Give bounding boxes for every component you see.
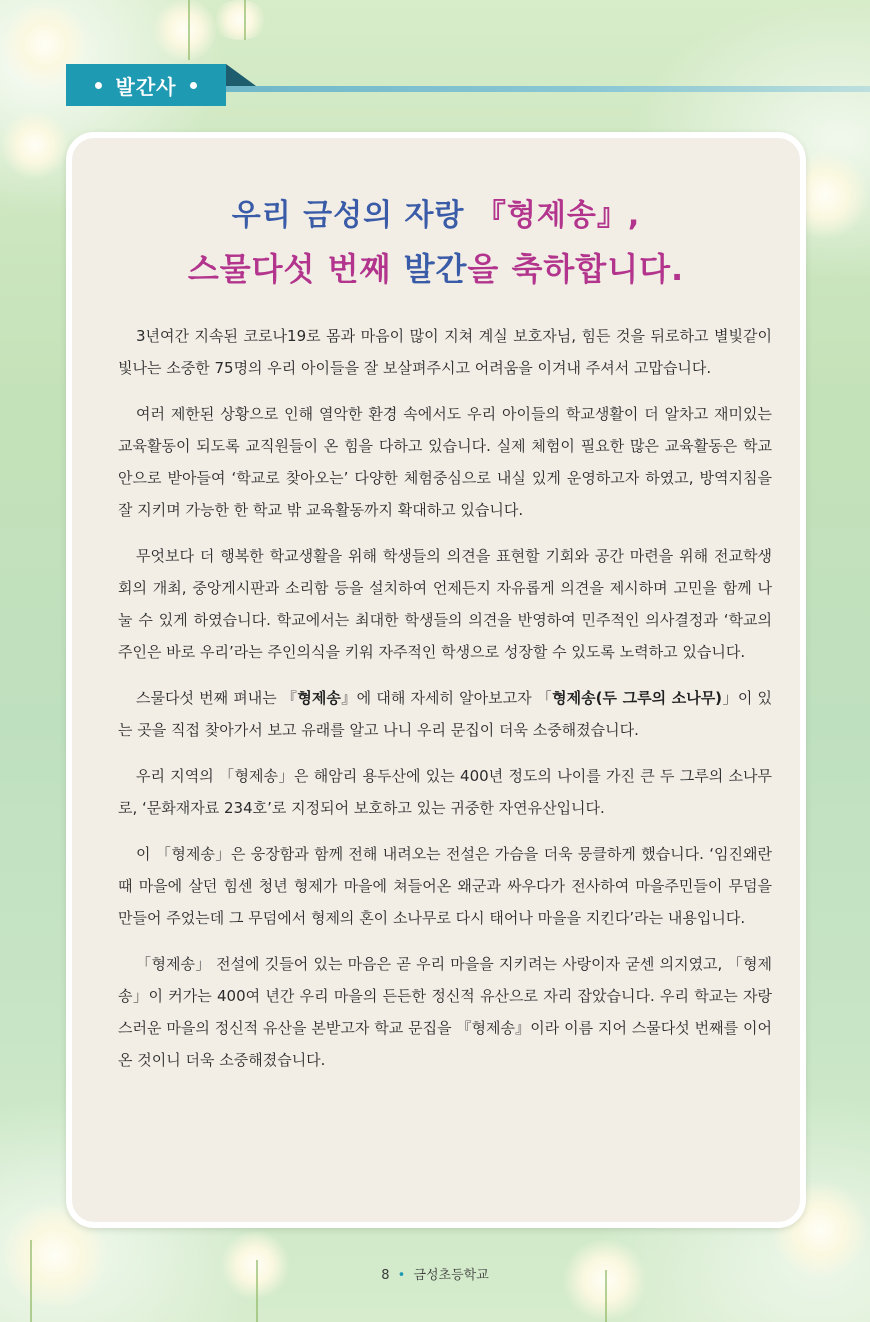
article-body <box>118 320 772 1090</box>
section-header-tab <box>66 64 226 106</box>
footer-separator-icon: • <box>397 1268 406 1283</box>
paragraph-2: 여러 제한된 상황으로 인해 열악한 환경 속에서도 우리 아이들의 학교생활이 더 알차고 재미있는 교육활동이 되도록 교직원들이 온 힘을 다하고 있습니다. 실제 체험이 필요한 많은 교육활동은 학교 안으로 받아들여 ‘학교로 찾아오는’ 다양한 체험중심으로 내실 있게 운영하고자 하였고, 방역지침을 잘 지키며 가능한 한 학교 밖 교육활동까지 확대하고 있습니다. <box>118 405 772 519</box>
paragraph-1: 3년여간 지속된 코로나19로 몸과 마음이 많이 지쳐 계실 보호자님, 힘든 것을 뒤로하고 별빛같이 빛나는 소중한 75명의 우리 아이들을 잘 보살펴주시고 어려움을 이겨내 주셔서 고맙습니다. <box>118 327 772 377</box>
paragraph-4-e: 」이 있는 곳을 직접 찾아가서 보고 유래를 알고 나니 우리 문집이 더욱 소중해졌습니다. <box>118 689 773 739</box>
section-header-label: 발간사 <box>115 74 177 99</box>
paragraph-4 <box>118 682 772 746</box>
paragraph-5: 우리 지역의 「형제송」은 해암리 용두산에 있는 400년 정도의 나이를 가진 큰 두 그루의 소나무로, ‘문화재자료 234호’로 지정되어 보호하고 있는 귀중한 자연유산입니다. <box>118 767 772 817</box>
header-notch <box>226 64 256 86</box>
paragraph-6: 이 「형제송」은 웅장함과 함께 전해 내려오는 전설은 가슴을 더욱 뭉클하게 했습니다. ‘임진왜란 때 마을에 살던 힘센 청년 형제가 마을에 쳐들어온 왜군과 싸우다가 전사하여 마을주민들이 무덤을 만들어 주었는데 그 무덤에서 형제의 혼이 소나무로 다시 태어나 마을을 지킨다’라는 내용입니다. <box>118 845 772 927</box>
headline-line-2-text-b: 발간 <box>403 250 468 288</box>
headline-line-2 <box>72 244 800 290</box>
paragraph-4-bold-2: 형제송(두 그루의 소나무) <box>552 689 723 707</box>
bullet-dot-icon <box>190 82 197 89</box>
headline-line-2-text-a: 스물다섯 번째 <box>187 250 404 288</box>
headline-line-1 <box>72 190 800 234</box>
page-number: 8 <box>381 1268 390 1283</box>
headline-line-2-text-c: 을 축하합니다. <box>467 250 685 288</box>
content-panel <box>66 132 806 1228</box>
paragraph-4-c: 』에 대해 자세히 알아보고자 「 <box>340 689 553 707</box>
paragraph-4-bold-1: 형제송 <box>297 689 341 707</box>
headline-line-1-text: 우리 금성의 자랑 <box>231 198 476 233</box>
paragraph-3: 무엇보다 더 행복한 학교생활을 위해 학생들의 의견을 표현할 기회와 공간 마련을 위해 전교학생회의 개최, 중앙게시판과 소리함 등을 설치하여 언제든지 자유롭게 의견을 제시하며 고민을 함께 나눌 수 있게 하였습니다. 학교에서는 최대한 학생들의 의견을 반영하여 민주적인 의사결정과 ‘학교의 주인은 바로 우리’라는 주인의식을 키워 자주적인 학생으로 성장할 수 있도록 노력하고 있습니다. <box>118 547 772 661</box>
bullet-dot-icon <box>95 82 102 89</box>
paragraph-7: 「형제송」 전설에 깃들어 있는 마음은 곧 우리 마을을 지키려는 사랑이자 굳센 의지였고, 「형제송」이 커가는 400여 년간 우리 마을의 든든한 정신적 유산으로 자리 잡았습니다. 우리 학교는 자랑스러운 마을의 정신적 유산을 본받고자 학교 문집을 『형제송』이라 이름 지어 스물다섯 번째를 이어온 것이니 더욱 소중해졌습니다. <box>118 955 772 1069</box>
page-footer <box>0 1264 870 1283</box>
header-stripe <box>226 86 870 92</box>
paragraph-4-a: 스물다섯 번째 펴내는 『 <box>136 689 298 707</box>
headline-line-1-title: 『형제송』, <box>475 198 641 233</box>
school-name: 금성초등학교 <box>413 1268 489 1283</box>
